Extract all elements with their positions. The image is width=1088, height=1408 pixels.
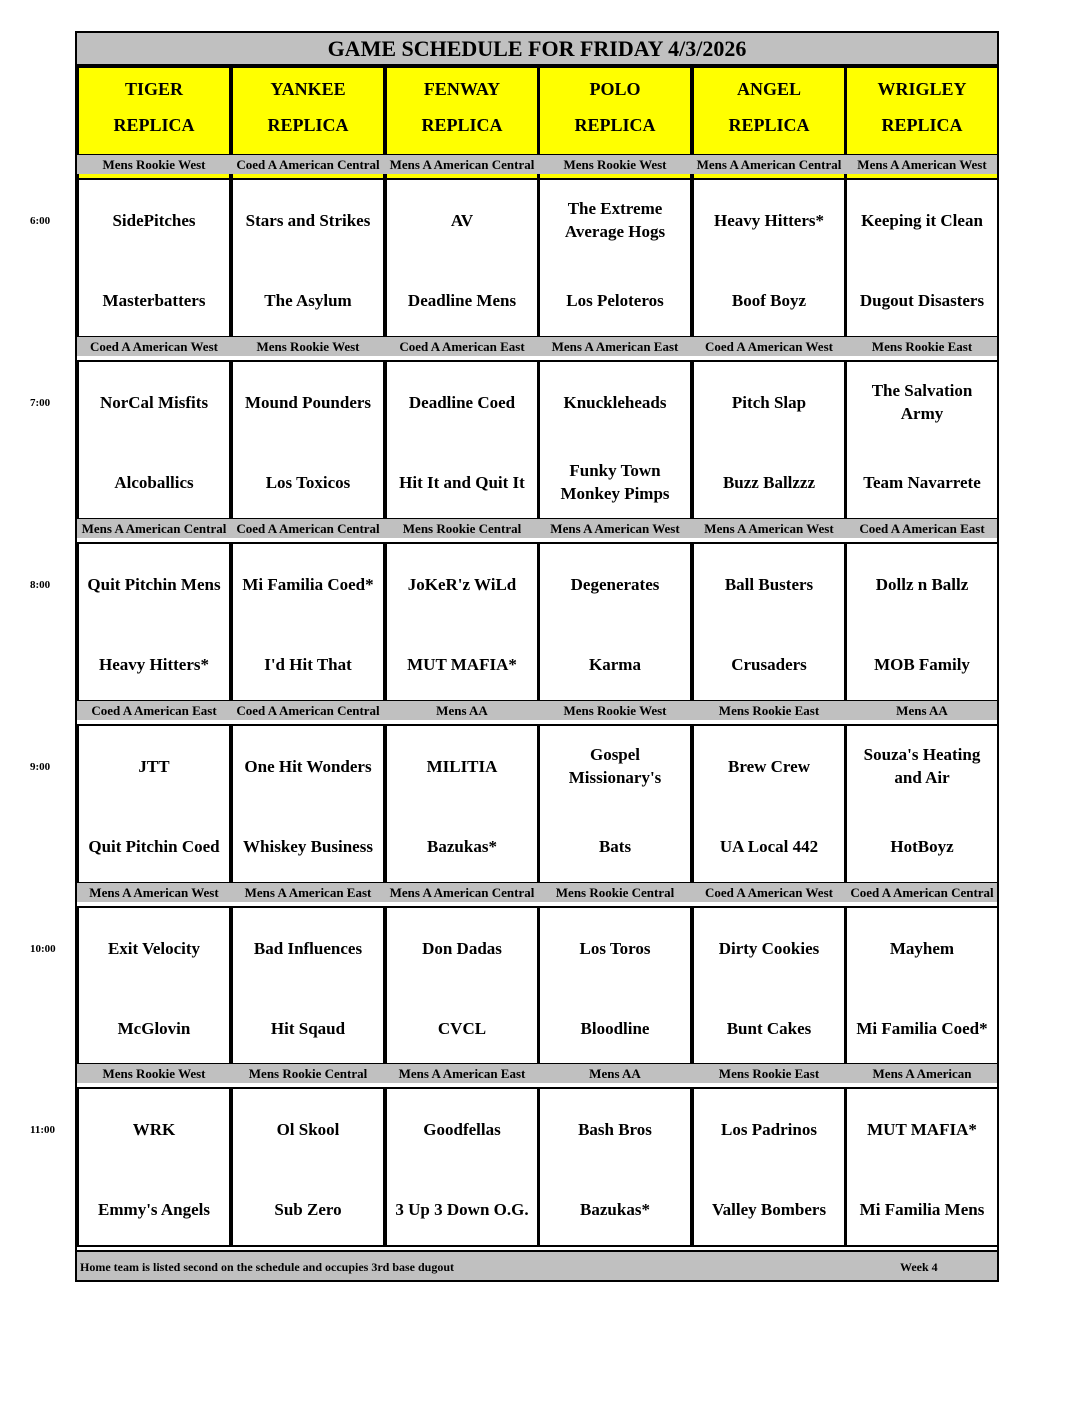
team-name: Buzz Ballzzz: [722, 472, 816, 492]
home-team: [847, 1185, 997, 1233]
division-label: [385, 337, 539, 356]
division-text: Coed A American Central: [850, 885, 994, 900]
home-team: [694, 276, 844, 324]
away-team: [233, 378, 383, 426]
team-name: Karma: [589, 654, 641, 674]
away-team: [387, 196, 537, 244]
game-cell: [845, 724, 999, 884]
division-text: Mens A American Central: [389, 885, 535, 900]
team-name: MUT MAFIA*: [407, 654, 517, 674]
game-cell: [538, 178, 692, 338]
away-team: [79, 378, 229, 426]
game-cell: [692, 360, 846, 520]
away-team: [387, 742, 537, 790]
team-name: McGlovin: [117, 1018, 191, 1038]
division-text: Mens Rookie East: [718, 703, 820, 718]
division-label: [231, 1064, 385, 1083]
team-name: Mound Pounders: [244, 392, 372, 412]
team-name: One Hit Wonders: [244, 756, 372, 776]
division-label: [538, 519, 692, 538]
home-team: [387, 822, 537, 870]
division-text: Mens A American West: [89, 885, 219, 900]
game-cell: [845, 1087, 999, 1247]
game-cell: [77, 178, 231, 338]
team-name: Bash Bros: [578, 1119, 652, 1139]
game-cell: [538, 542, 692, 702]
away-team: [694, 560, 844, 608]
division-text: Mens AA: [589, 1066, 641, 1081]
team-name: 3 Up 3 Down O.G.: [395, 1199, 529, 1219]
division-bar: [77, 1063, 997, 1083]
team-name: Dirty Cookies: [718, 938, 820, 958]
team-name: Dugout Disasters: [859, 290, 985, 310]
week-label: Week 4: [900, 1260, 938, 1274]
game-cell: [77, 542, 231, 702]
team-name: Sub Zero: [274, 1199, 342, 1219]
home-team: [540, 822, 690, 870]
division-text: Mens Rookie West: [102, 157, 206, 172]
away-team: [540, 742, 690, 790]
team-name: Stars and Strikes: [245, 210, 371, 230]
team-name: JTT: [138, 756, 170, 776]
division-label: [538, 701, 692, 720]
game-cell: [538, 724, 692, 884]
field-subtitle: REPLICA: [113, 115, 195, 135]
field-subtitle: REPLICA: [421, 115, 503, 135]
division-label: [538, 883, 692, 902]
away-team: [847, 560, 997, 608]
away-team: [387, 560, 537, 608]
division-text: Coed A American West: [90, 339, 218, 354]
team-name: Heavy Hitters*: [99, 654, 209, 674]
division-bar: [77, 700, 997, 720]
division-text: Mens A American: [872, 1066, 972, 1081]
game-cell: [538, 360, 692, 520]
game-cell: [77, 1087, 231, 1247]
away-team: [233, 924, 383, 972]
home-team: [79, 1004, 229, 1052]
game-cell: [692, 906, 846, 1066]
footer-bar: [77, 1250, 997, 1280]
team-name: Los Toros: [579, 938, 651, 958]
game-cell: [538, 906, 692, 1066]
game-cell: [231, 1087, 385, 1247]
team-name: AV: [450, 210, 474, 230]
team-name: Quit Pitchin Mens: [87, 574, 221, 594]
away-team: [233, 1105, 383, 1153]
team-name: Bazukas*: [580, 1199, 650, 1219]
home-team: [540, 458, 690, 506]
home-team: [79, 640, 229, 688]
team-name: Crusaders: [731, 654, 807, 674]
game-cell: [231, 906, 385, 1066]
game-cell: [692, 724, 846, 884]
division-text: Mens Rookie Central: [402, 521, 522, 536]
team-name: Mi Familia Coed*: [856, 1018, 988, 1038]
team-name: Don Dadas: [422, 938, 502, 958]
field-subtitle: REPLICA: [267, 115, 349, 135]
division-label: [692, 155, 846, 174]
division-text: Coed A American Central: [236, 703, 380, 718]
team-name: Deadline Coed: [408, 392, 516, 412]
home-team: [79, 276, 229, 324]
team-name: Mi Familia Coed*: [242, 574, 374, 594]
home-team: [233, 640, 383, 688]
division-label: [231, 337, 385, 356]
division-label: [77, 883, 231, 902]
away-team: [540, 560, 690, 608]
time-slot-label: 6:00: [30, 215, 51, 227]
division-label: [77, 155, 231, 174]
home-team: [694, 1185, 844, 1233]
team-name: JoKeR'z WiLd: [407, 574, 517, 594]
team-name: Keeping it Clean: [861, 210, 983, 230]
team-name: WRK: [132, 1119, 176, 1139]
division-text: Mens AA: [896, 703, 948, 718]
division-text: Mens Rookie West: [563, 157, 667, 172]
time-slot-label: 9:00: [30, 761, 51, 773]
division-text: Mens Rookie Central: [555, 885, 675, 900]
division-label: [692, 701, 846, 720]
away-team: [79, 1105, 229, 1153]
division-label: [845, 1064, 999, 1083]
game-cell: [385, 906, 539, 1066]
game-cell: [845, 360, 999, 520]
division-bar: [77, 882, 997, 902]
field-name: TIGER: [124, 79, 184, 99]
home-team: [540, 640, 690, 688]
field-subtitle: REPLICA: [881, 115, 963, 135]
team-name: Pitch Slap: [731, 392, 807, 412]
division-text: Coed A American East: [859, 521, 985, 536]
team-name: Los Peloteros: [566, 290, 664, 310]
division-label: [845, 701, 999, 720]
team-name: Gospel Missionary's: [568, 745, 662, 787]
division-label: [231, 701, 385, 720]
division-label: [692, 1064, 846, 1083]
team-name: The Salvation Army: [871, 381, 973, 423]
home-team: [79, 1185, 229, 1233]
division-label: [692, 337, 846, 356]
field-name: FENWAY: [423, 79, 501, 99]
game-cell: [538, 1087, 692, 1247]
home-team: [694, 640, 844, 688]
division-label: [538, 1064, 692, 1083]
division-bar: [77, 154, 997, 174]
footer-note: Home team is listed second on the schedule and occupies 3rd base dugout: [80, 1260, 455, 1274]
team-name: Masterbatters: [102, 290, 206, 310]
team-name: Goodfellas: [423, 1119, 501, 1139]
home-team: [540, 1004, 690, 1052]
game-cell: [77, 360, 231, 520]
home-team: [79, 458, 229, 506]
game-cell: [231, 724, 385, 884]
team-name: The Asylum: [264, 290, 352, 310]
home-team: [847, 822, 997, 870]
division-label: [77, 701, 231, 720]
division-label: [692, 519, 846, 538]
home-team: [233, 1004, 383, 1052]
game-cell: [845, 542, 999, 702]
game-cell: [845, 178, 999, 338]
team-name: Bazukas*: [427, 836, 497, 856]
home-team: [847, 640, 997, 688]
game-cell: [231, 178, 385, 338]
home-team: [387, 640, 537, 688]
division-label: [385, 701, 539, 720]
team-name: Knuckleheads: [563, 392, 667, 412]
home-team: [694, 458, 844, 506]
division-text: Coed A American East: [91, 703, 217, 718]
division-label: [845, 519, 999, 538]
team-name: Bunt Cakes: [726, 1018, 812, 1038]
team-name: Deadline Mens: [407, 290, 517, 310]
away-team: [847, 924, 997, 972]
game-cell: [845, 906, 999, 1066]
team-name: Funky Town Monkey Pimps: [560, 461, 670, 503]
game-cell: [692, 542, 846, 702]
home-team: [847, 1004, 997, 1052]
home-team: [847, 458, 997, 506]
team-name: Team Navarrete: [863, 472, 981, 492]
field-name: ANGEL: [736, 79, 801, 99]
away-team: [233, 560, 383, 608]
away-team: [847, 196, 997, 244]
team-name: Emmy's Angels: [98, 1199, 210, 1219]
division-text: Mens A American East: [244, 885, 372, 900]
team-name: Boof Boyz: [731, 290, 807, 310]
game-cell: [231, 542, 385, 702]
division-text: Mens Rookie West: [256, 339, 360, 354]
division-text: Mens A American East: [551, 339, 679, 354]
team-name: CVCL: [437, 1018, 487, 1038]
field-subtitle: REPLICA: [574, 115, 656, 135]
division-label: [538, 155, 692, 174]
team-name: Brew Crew: [728, 756, 810, 776]
away-team: [387, 378, 537, 426]
away-team: [387, 1105, 537, 1153]
team-name: Bad Influences: [253, 938, 363, 958]
field-name: WRIGLEY: [877, 79, 967, 99]
division-bar: [77, 336, 997, 356]
division-bar: [77, 518, 997, 538]
division-label: [231, 155, 385, 174]
time-slot-label: 11:00: [30, 1124, 56, 1136]
schedule-sheet: [75, 31, 999, 1282]
team-name: Heavy Hitters*: [714, 210, 824, 230]
home-team: [694, 822, 844, 870]
game-cell: [385, 360, 539, 520]
away-team: [233, 742, 383, 790]
team-name: MUT MAFIA*: [867, 1119, 977, 1139]
team-name: The Extreme Average Hogs: [564, 199, 666, 241]
team-name: Mi Familia Mens: [859, 1199, 985, 1219]
team-name: Hit It and Quit It: [399, 472, 525, 492]
home-team: [233, 1185, 383, 1233]
time-slot-label: 10:00: [30, 943, 56, 955]
away-team: [79, 742, 229, 790]
game-cell: [692, 178, 846, 338]
division-text: Coed A American Central: [236, 157, 380, 172]
home-team: [387, 276, 537, 324]
team-name: Ol Skool: [276, 1119, 340, 1139]
team-name: Degenerates: [570, 574, 660, 594]
home-team: [233, 822, 383, 870]
division-label: [385, 1064, 539, 1083]
game-cell: [385, 724, 539, 884]
team-name: Hit Sqaud: [270, 1018, 346, 1038]
game-cell: [77, 724, 231, 884]
game-cell: [385, 542, 539, 702]
division-text: Mens A American Central: [389, 157, 535, 172]
team-name: MOB Family: [874, 654, 970, 674]
division-label: [77, 1064, 231, 1083]
team-name: Ball Busters: [724, 574, 814, 594]
division-text: Mens A American East: [398, 1066, 526, 1081]
field-name: POLO: [589, 79, 641, 99]
division-text: Coed A American East: [399, 339, 525, 354]
home-team: [694, 1004, 844, 1052]
team-name: Exit Velocity: [107, 938, 201, 958]
away-team: [79, 560, 229, 608]
team-name: I'd Hit That: [264, 654, 352, 674]
division-text: Mens Rookie East: [718, 1066, 820, 1081]
team-name: Bloodline: [580, 1018, 650, 1038]
game-cell: [385, 1087, 539, 1247]
division-label: [385, 883, 539, 902]
division-text: Mens Rookie West: [563, 703, 667, 718]
home-team: [387, 1004, 537, 1052]
division-text: Mens A American Central: [81, 521, 227, 536]
game-cell: [385, 178, 539, 338]
division-label: [538, 337, 692, 356]
team-name: Valley Bombers: [711, 1199, 827, 1219]
team-name: HotBoyz: [890, 836, 954, 856]
home-team: [233, 458, 383, 506]
time-slot-label: 7:00: [30, 397, 51, 409]
away-team: [694, 1105, 844, 1153]
division-label: [692, 883, 846, 902]
team-name: Los Padrinos: [721, 1119, 817, 1139]
away-team: [847, 378, 997, 426]
away-team: [694, 742, 844, 790]
division-text: Mens Rookie Central: [248, 1066, 368, 1081]
division-label: [845, 883, 999, 902]
division-text: Mens A American West: [704, 521, 834, 536]
division-label: [231, 519, 385, 538]
away-team: [847, 742, 997, 790]
team-name: Dollz n Ballz: [875, 574, 969, 594]
division-text: Coed A American West: [705, 339, 833, 354]
home-team: [540, 276, 690, 324]
division-label: [77, 519, 231, 538]
team-name: Souza's Heating and Air: [863, 745, 981, 787]
division-text: Mens A American Central: [696, 157, 842, 172]
division-text: Mens Rookie East: [871, 339, 973, 354]
home-team: [233, 276, 383, 324]
home-team: [387, 1185, 537, 1233]
team-name: UA Local 442: [719, 836, 819, 856]
team-name: Mayhem: [889, 938, 955, 958]
division-label: [845, 155, 999, 174]
time-slot-label: 8:00: [30, 579, 51, 591]
away-team: [540, 378, 690, 426]
division-label: [385, 519, 539, 538]
team-name: Alcoballics: [114, 472, 194, 492]
division-label: [385, 155, 539, 174]
away-team: [694, 196, 844, 244]
game-cell: [77, 906, 231, 1066]
team-name: Bats: [598, 836, 632, 856]
division-text: Mens AA: [436, 703, 488, 718]
away-team: [540, 196, 690, 244]
division-text: Mens A American West: [550, 521, 680, 536]
home-team: [387, 458, 537, 506]
away-team: [847, 1105, 997, 1153]
game-cell: [692, 1087, 846, 1247]
team-name: SidePitches: [112, 210, 196, 230]
division-text: Mens A American West: [857, 157, 987, 172]
home-team: [79, 822, 229, 870]
home-team: [847, 276, 997, 324]
division-label: [845, 337, 999, 356]
away-team: [540, 924, 690, 972]
home-team: [540, 1185, 690, 1233]
division-text: Coed A American West: [705, 885, 833, 900]
away-team: [79, 924, 229, 972]
team-name: MILITIA: [426, 756, 498, 776]
division-text: Coed A American Central: [236, 521, 380, 536]
team-name: Whiskey Business: [243, 836, 373, 856]
away-team: [694, 378, 844, 426]
division-label: [77, 337, 231, 356]
field-subtitle: REPLICA: [728, 115, 810, 135]
away-team: [540, 1105, 690, 1153]
schedule-title: GAME SCHEDULE FOR FRIDAY 4/3/2026: [77, 33, 997, 66]
field-name: YANKEE: [270, 79, 346, 99]
team-name: Los Toxicos: [265, 472, 351, 492]
away-team: [233, 196, 383, 244]
away-team: [79, 196, 229, 244]
away-team: [387, 924, 537, 972]
division-text: Mens Rookie West: [102, 1066, 206, 1081]
game-cell: [231, 360, 385, 520]
away-team: [694, 924, 844, 972]
team-name: Quit Pitchin Coed: [88, 836, 220, 856]
division-label: [231, 883, 385, 902]
team-name: NorCal Misfits: [99, 392, 209, 412]
